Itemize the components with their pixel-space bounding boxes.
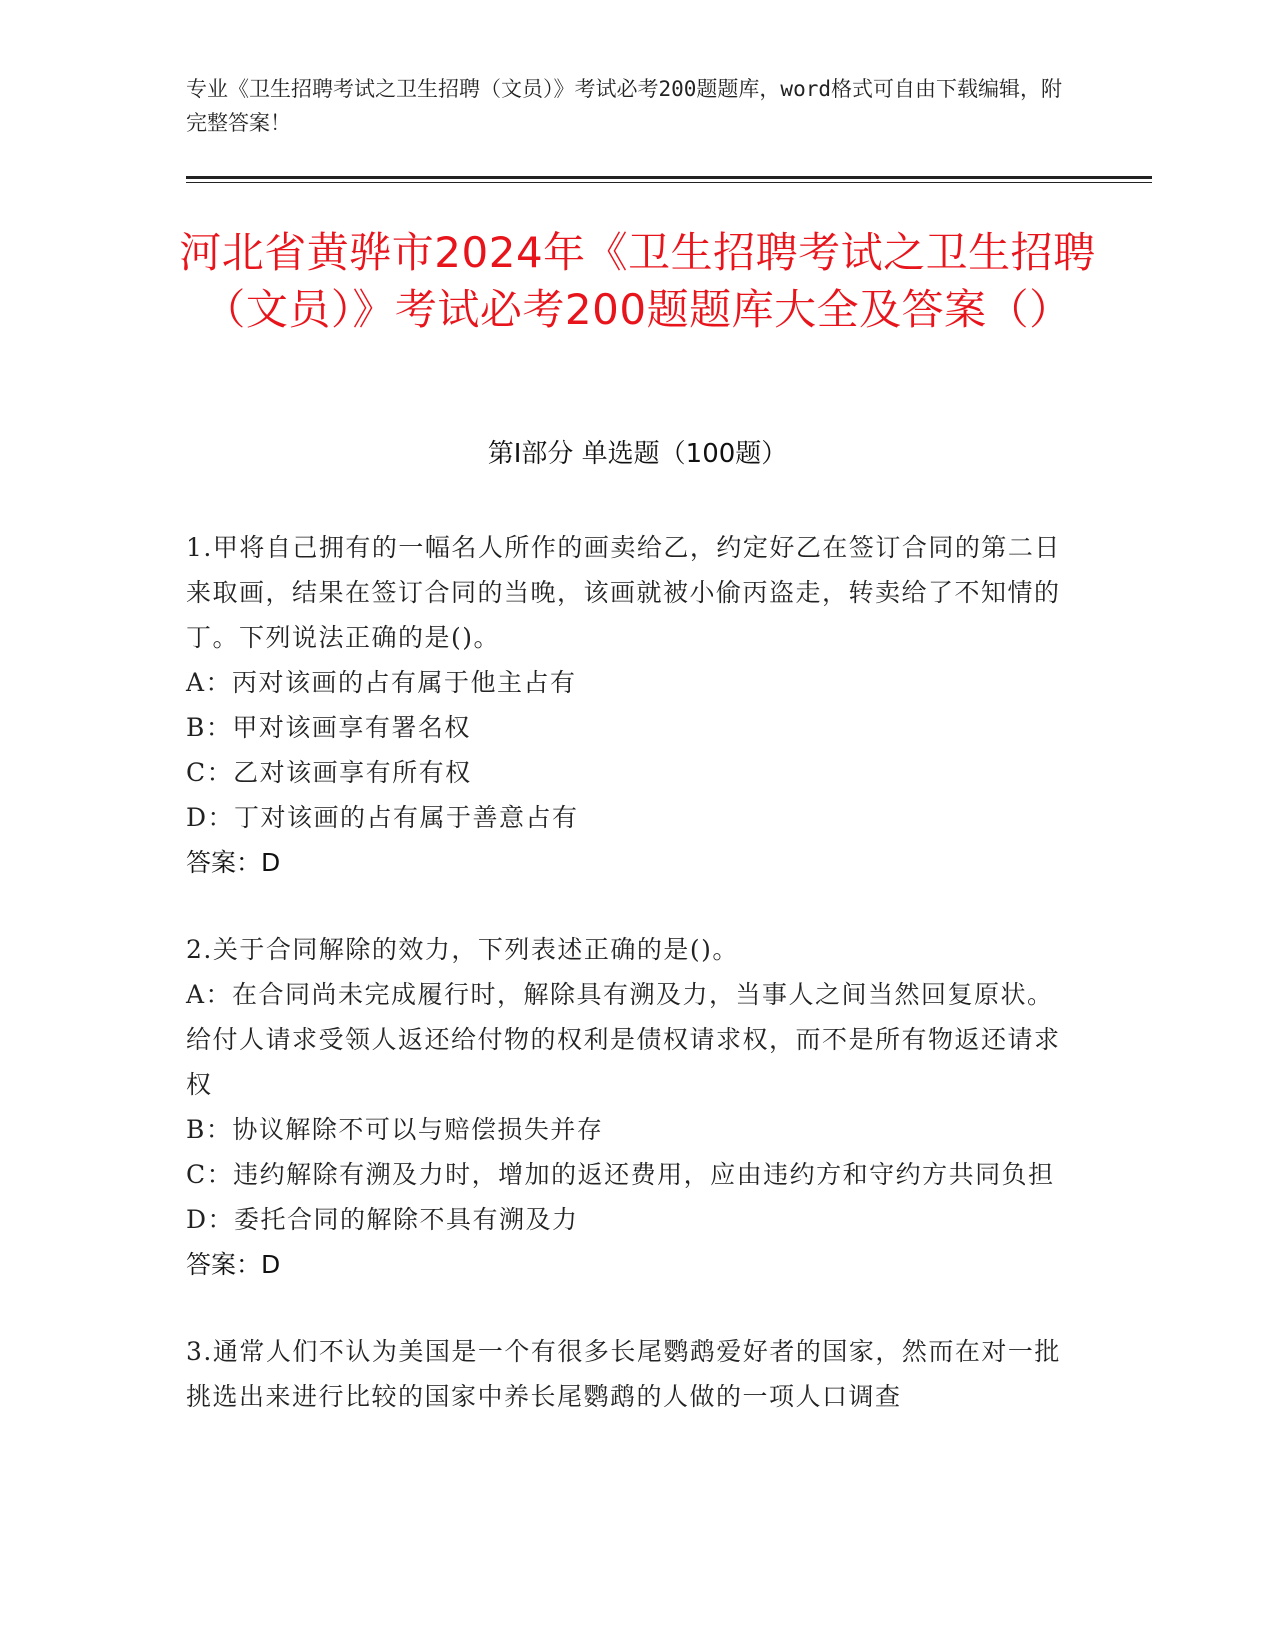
answer-text: 答案：D [186,848,281,877]
question-item [186,525,1066,885]
question-item [186,927,1066,1287]
question-text: 2.关于合同解除的效力，下列表述正确的是()。 [186,935,739,964]
option-a: A：在合同尚未完成履行时，解除具有溯及力，当事人之间当然回复原状。给付人请求受领人返还给付物的权利是债权请求权，而不是所有物返还请求权 [186,980,1061,1099]
option-b: B：甲对该画享有署名权 [186,713,471,742]
question-list [186,525,1066,1461]
answer-text: 答案：D [186,1250,281,1279]
option-c: C：乙对该画享有所有权 [186,758,472,787]
document-title: 河北省黄骅市2024年《卫生招聘考试之卫生招聘（文员）》考试必考200题题库大全及答案（） [179,228,1096,334]
question-text: 1.甲将自己拥有的一幅名人所作的画卖给乙，约定好乙在签订合同的第二日来取画，结果在签订合同的当晚，该画就被小偷丙盗走，转卖给了不知情的丁。下列说法正确的是()。 [186,533,1061,652]
option-b: B：协议解除不可以与赔偿损失并存 [186,1115,604,1144]
option-a: A：丙对该画的占有属于他主占有 [186,668,577,697]
question-text: 3.通常人们不认为美国是一个有很多长尾鹦鹉爱好者的国家，然而在对一批挑选出来进行比较的国家中养长尾鹦鹉的人做的一项人口调查 [186,1337,1061,1411]
header-note: 专业《卫生招聘考试之卫生招聘（文员）》考试必考200题题库，word格式可自由下载编辑，附完整答案！ [186,77,1062,135]
section-title: 第I部分 单选题（100题） [487,439,788,469]
option-c: C：违约解除有溯及力时，增加的返还费用，应由违约方和守约方共同负担 [186,1160,1055,1189]
option-d: D：委托合同的解除不具有溯及力 [186,1205,579,1234]
option-d: D：丁对该画的占有属于善意占有 [186,803,579,832]
header-divider-thin [186,182,1152,183]
question-item [186,1329,1066,1419]
header-divider-thick [186,176,1152,179]
